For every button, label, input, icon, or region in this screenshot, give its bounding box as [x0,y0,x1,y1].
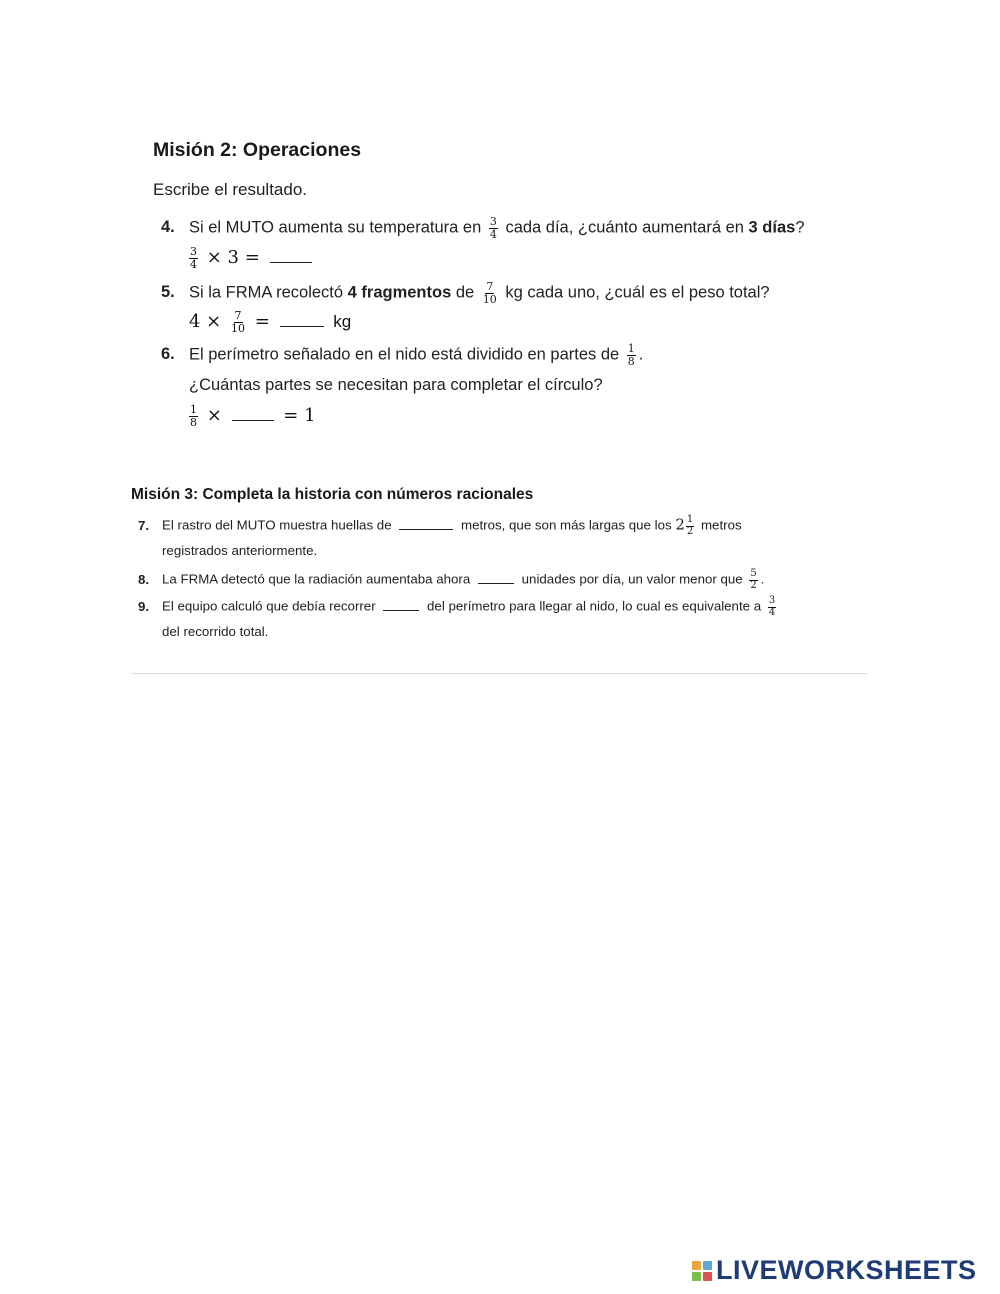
question-text: El rastro del MUTO muestra huellas de [162,517,392,533]
question-6 [161,343,643,367]
equation-text: × [206,405,222,427]
logo-square [703,1272,712,1281]
answer-blank[interactable] [478,582,514,584]
question-number: 5. [161,283,175,302]
mixed-number-whole: 2 [675,515,685,534]
question-text: kg cada uno, ¿cuál es el peso total? [505,283,770,302]
question-text: ? [795,218,805,237]
question-9 [138,596,779,618]
question-6-line-2: ¿Cuántas partes se necesitan para completar el círculo? [189,376,603,394]
logo-grid-icon [692,1261,712,1281]
question-text: metros, que son más largas que los [461,517,672,533]
unit-label: kg [333,312,352,332]
question-number: 7. [138,517,150,533]
mission-2-instruction: Escribe el resultado. [153,180,308,199]
question-text: La FRMA detectó que la radiación aumentaba ahora [162,571,471,587]
fraction: $\frac{3}{4}$ [768,595,776,618]
fraction: $\frac{3}{4}$ [489,215,497,241]
section-divider [131,673,868,674]
question-text: . [638,345,644,364]
question-text: El equipo calculó que debía recorrer [162,598,376,614]
answer-blank[interactable] [280,325,324,327]
question-9-line-2: del recorrido total. [162,624,269,639]
equation-4 [189,246,316,270]
question-text: El perímetro señalado en el nido está dividido en partes de [189,345,620,364]
question-number: 6. [161,345,175,364]
question-text: . [760,571,765,587]
fraction: $\frac{7}{10}$ [231,309,245,335]
equation-5 [189,310,351,334]
question-text: del perímetro para llegar al nido, lo cual es equivalente a [427,598,762,614]
equation-6 [189,404,316,428]
question-number: 8. [138,571,150,587]
question-bold-text: 4 fragmentos [347,283,452,302]
fraction: $\frac{3}{4}$ [190,245,197,271]
equation-text: = 1 [283,405,316,427]
question-number: 9. [138,598,150,614]
mission-2-title: Misión 2: Operaciones [153,139,362,161]
equation-text: 4 × [189,311,222,333]
fraction: $\frac{5}{2}$ [750,568,757,591]
question-text: metros [700,517,742,533]
mission-3-title: Misión 3: Completa la historia con números racionales [131,486,534,503]
question-bold-text: 3 días [748,218,796,237]
question-4 [161,216,805,240]
logo-square [703,1261,712,1270]
answer-blank[interactable] [399,528,453,530]
question-7-line-2: registrados anteriormente. [162,543,318,558]
answer-blank[interactable] [232,419,274,421]
logo-square [692,1272,701,1281]
equation-text: × 3 = [206,247,260,269]
equation-text: = [254,311,270,333]
question-text: cada día, ¿cuánto aumentará en [505,218,744,237]
fraction: $\frac{1}{8}$ [627,342,635,368]
question-text: de [455,283,475,302]
fraction: $\frac{7}{10}$ [482,280,497,306]
fraction: $\frac{1}{2}$ [686,514,694,537]
question-text: unidades por día, un valor menor que [521,571,743,587]
answer-blank[interactable] [270,261,312,263]
question-8 [138,569,764,591]
logo-text: LIVEWORKSHEETS [716,1255,977,1285]
logo-square [692,1261,701,1270]
question-number: 4. [161,218,175,237]
answer-blank[interactable] [383,609,419,611]
question-text: Si la FRMA recolectó [189,283,344,302]
fraction: $\frac{1}{8}$ [190,403,197,429]
question-5 [161,281,770,305]
question-7 [138,515,742,537]
question-text: Si el MUTO aumenta su temperatura en [189,218,482,237]
liveworksheets-logo [692,1255,977,1286]
